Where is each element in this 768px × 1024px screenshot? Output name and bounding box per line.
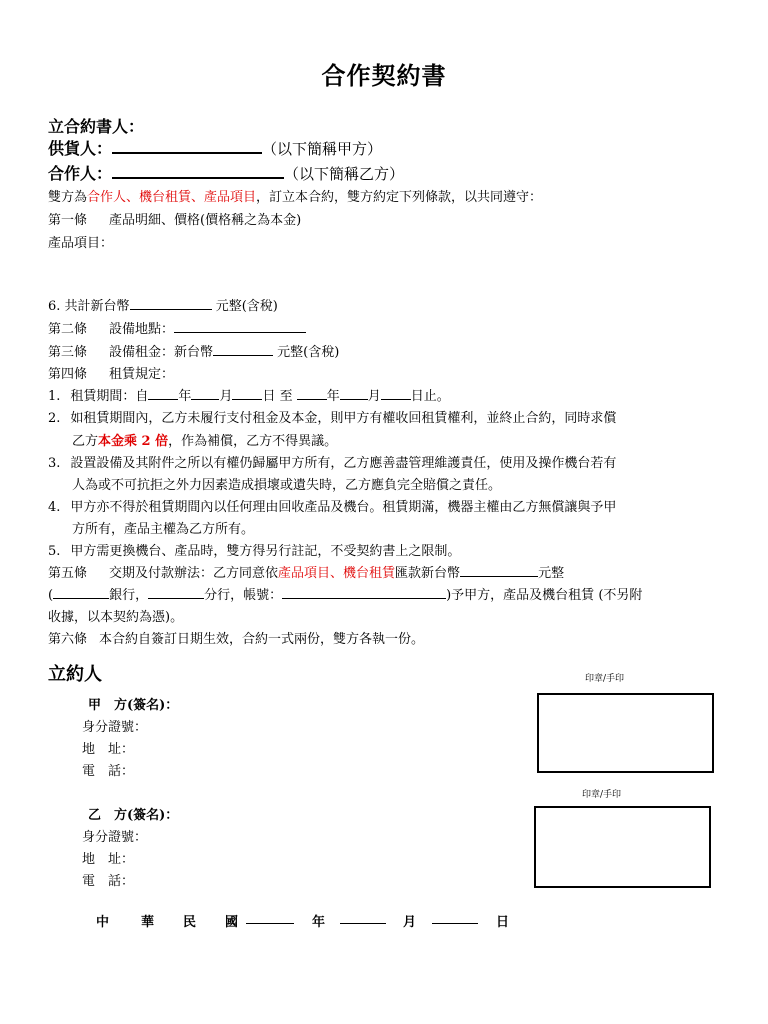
item-3-text-1: 設置設備及其附件之所以有權仍歸屬甲方所有，乙方應善盡管理維護責任，使用及操作機台若有 [70, 456, 617, 471]
item-4-text-1: 甲方亦不得於租賃期間內以任何理由回收產品及機台。租賃期滿，機器主權由乙方無償讓與予甲 [70, 500, 617, 515]
date-month-blank[interactable] [340, 913, 386, 924]
article-5-highlight: 產品項目、機台租賃 [278, 566, 396, 581]
article-6 [48, 628, 424, 647]
article-3-label: 第三條 [48, 345, 88, 360]
item-5-text: 甲方需更換機台、產品時，雙方得另行註記，不受契約書上之限制。 [70, 544, 461, 559]
start-day-blank[interactable] [232, 387, 262, 400]
product-items-label: 產品項目： [48, 236, 114, 251]
intro-paragraph [48, 186, 542, 205]
party-b-address: 地 址： [82, 852, 135, 867]
period-to-label: 日 至 [262, 389, 293, 404]
item-5 [48, 540, 460, 559]
item-4-line-1 [48, 496, 616, 515]
article-1-label: 第一條 [48, 213, 88, 228]
total-line [48, 295, 278, 314]
intro-highlight: 合作人、機台租賃、產品項目 [87, 190, 257, 205]
date-era-2: 華 [141, 915, 155, 930]
start-month-label: 月 [219, 389, 233, 404]
paren-open: ( [48, 588, 54, 603]
article-4-label: 第四條 [48, 367, 88, 382]
article-2 [48, 318, 306, 337]
end-month-label: 月 [367, 389, 381, 404]
signatories-heading: 立約人 [48, 664, 102, 685]
item-2-post: ，作為補償，乙方不得異議。 [168, 434, 338, 449]
partner-label: 合作人： [48, 164, 113, 183]
supplier-line [48, 136, 382, 159]
item-2-highlight: 本金乘 2 倍 [98, 434, 169, 449]
end-day-label: 日止。 [410, 389, 450, 404]
item-4-num: 4. [48, 500, 61, 515]
total-prefix: 6. 共計新台幣 [48, 299, 130, 314]
end-day-blank[interactable] [381, 387, 411, 400]
date-year-label: 年 [312, 915, 326, 930]
intro-post: ，訂立本合約，雙方約定下列條款，以共同遵守： [256, 190, 543, 205]
article-6-label: 第六條 [48, 632, 88, 647]
partner-suffix: （以下簡稱乙方） [284, 165, 405, 183]
date-day-label: 日 [496, 915, 510, 930]
date-month-label: 月 [403, 915, 417, 930]
item-2-line-2 [72, 430, 337, 449]
end-year-label: 年 [326, 389, 340, 404]
item-2-line-1 [48, 407, 616, 426]
start-month-blank[interactable] [191, 387, 219, 400]
rental-period-item [48, 385, 450, 404]
article-5-label: 第五條 [48, 566, 88, 581]
partner-blank[interactable] [112, 163, 284, 179]
remit-amount-blank[interactable] [460, 564, 538, 577]
article-5-line-1 [48, 562, 564, 581]
intro-pre: 雙方為 [48, 190, 88, 205]
item-2-num: 2. [48, 411, 61, 426]
item-2-pre: 乙方 [72, 434, 99, 449]
account-label: 分行，帳號： [204, 588, 283, 603]
branch-blank[interactable] [148, 586, 204, 599]
parties-heading: 立合約書人： [48, 117, 145, 136]
party-a-address: 地 址： [82, 742, 135, 757]
item-2-text-1: 如租賃期間內，乙方未履行支付租金及本金，則甲方有權收回租賃權利，並終止合約，同時求償 [70, 411, 617, 426]
equipment-location-blank[interactable] [174, 320, 306, 333]
item-1-num: 1. [48, 389, 61, 404]
item-4-line-2: 方所有，產品主權為乙方所有。 [72, 522, 255, 537]
supplier-label: 供貨人： [48, 139, 113, 158]
article-5-line-3: 收據，以本契約為憑)。 [48, 610, 184, 625]
article-4 [48, 363, 174, 382]
supplier-suffix: （以下簡稱甲方） [262, 140, 383, 158]
date-era-4: 國 [225, 915, 239, 930]
end-month-blank[interactable] [340, 387, 368, 400]
article-5-post2: 元整 [538, 566, 565, 581]
total-suffix: 元整(含稅) [215, 299, 278, 314]
item-3-num: 3. [48, 456, 61, 471]
article-3-post: 元整(含稅) [277, 345, 340, 360]
party-a-title: 甲 方(簽名)： [88, 698, 179, 713]
total-amount-blank[interactable] [130, 297, 212, 310]
article-5-line-2 [48, 584, 642, 603]
party-b-id: 身分證號： [82, 830, 148, 845]
article-1 [48, 209, 301, 228]
item-5-num: 5. [48, 544, 61, 559]
article-4-text: 租賃規定： [109, 367, 175, 382]
article-3 [48, 341, 339, 360]
rent-amount-blank[interactable] [213, 343, 273, 356]
article-3-pre: 設備租金：新台幣 [109, 345, 214, 360]
seal-label-b: 印章/手印 [582, 790, 622, 800]
item-3-line-1 [48, 452, 616, 471]
date-era-1: 中 [96, 915, 110, 930]
party-a-id: 身分證號： [82, 720, 148, 735]
partner-line [48, 161, 404, 184]
article-5-post: 匯款新台幣 [395, 566, 461, 581]
seal-box-party-a[interactable] [537, 693, 714, 773]
article-1-text: 產品明細、價格(價格稱之為本金) [109, 213, 302, 228]
account-number-blank[interactable] [282, 586, 446, 599]
date-era-3: 民 [183, 915, 197, 930]
article-5-pre: 交期及付款辦法：乙方同意依 [109, 566, 279, 581]
bank-blank[interactable] [53, 586, 109, 599]
date-day-blank[interactable] [432, 913, 478, 924]
party-a-phone: 電 話： [82, 764, 135, 779]
seal-label-a: 印章/手印 [585, 674, 625, 684]
bank-label: 銀行， [109, 588, 149, 603]
article-2-text: 設備地點： [109, 322, 175, 337]
article-5-line-2-end: )予甲方，產品及機台租賃 (不另附 [446, 588, 643, 603]
date-year-blank[interactable] [246, 913, 294, 924]
period-from-label: 租賃期間：自 [70, 389, 149, 404]
seal-box-party-b[interactable] [534, 806, 711, 888]
party-b-phone: 電 話： [82, 874, 135, 889]
supplier-blank[interactable] [112, 138, 262, 154]
start-year-blank[interactable] [148, 387, 178, 400]
article-6-text: 本合約自簽訂日期生效，合約一式兩份，雙方各執一份。 [99, 632, 425, 647]
article-2-label: 第二條 [48, 322, 88, 337]
start-year-label: 年 [178, 389, 192, 404]
document-title: 合作契約書 [321, 61, 447, 90]
end-year-blank[interactable] [297, 387, 327, 400]
item-3-line-2: 人為或不可抗拒之外力因素造成損壞或遺失時，乙方應負完全賠償之責任。 [72, 478, 502, 493]
party-b-title: 乙 方(簽名)： [88, 808, 179, 823]
